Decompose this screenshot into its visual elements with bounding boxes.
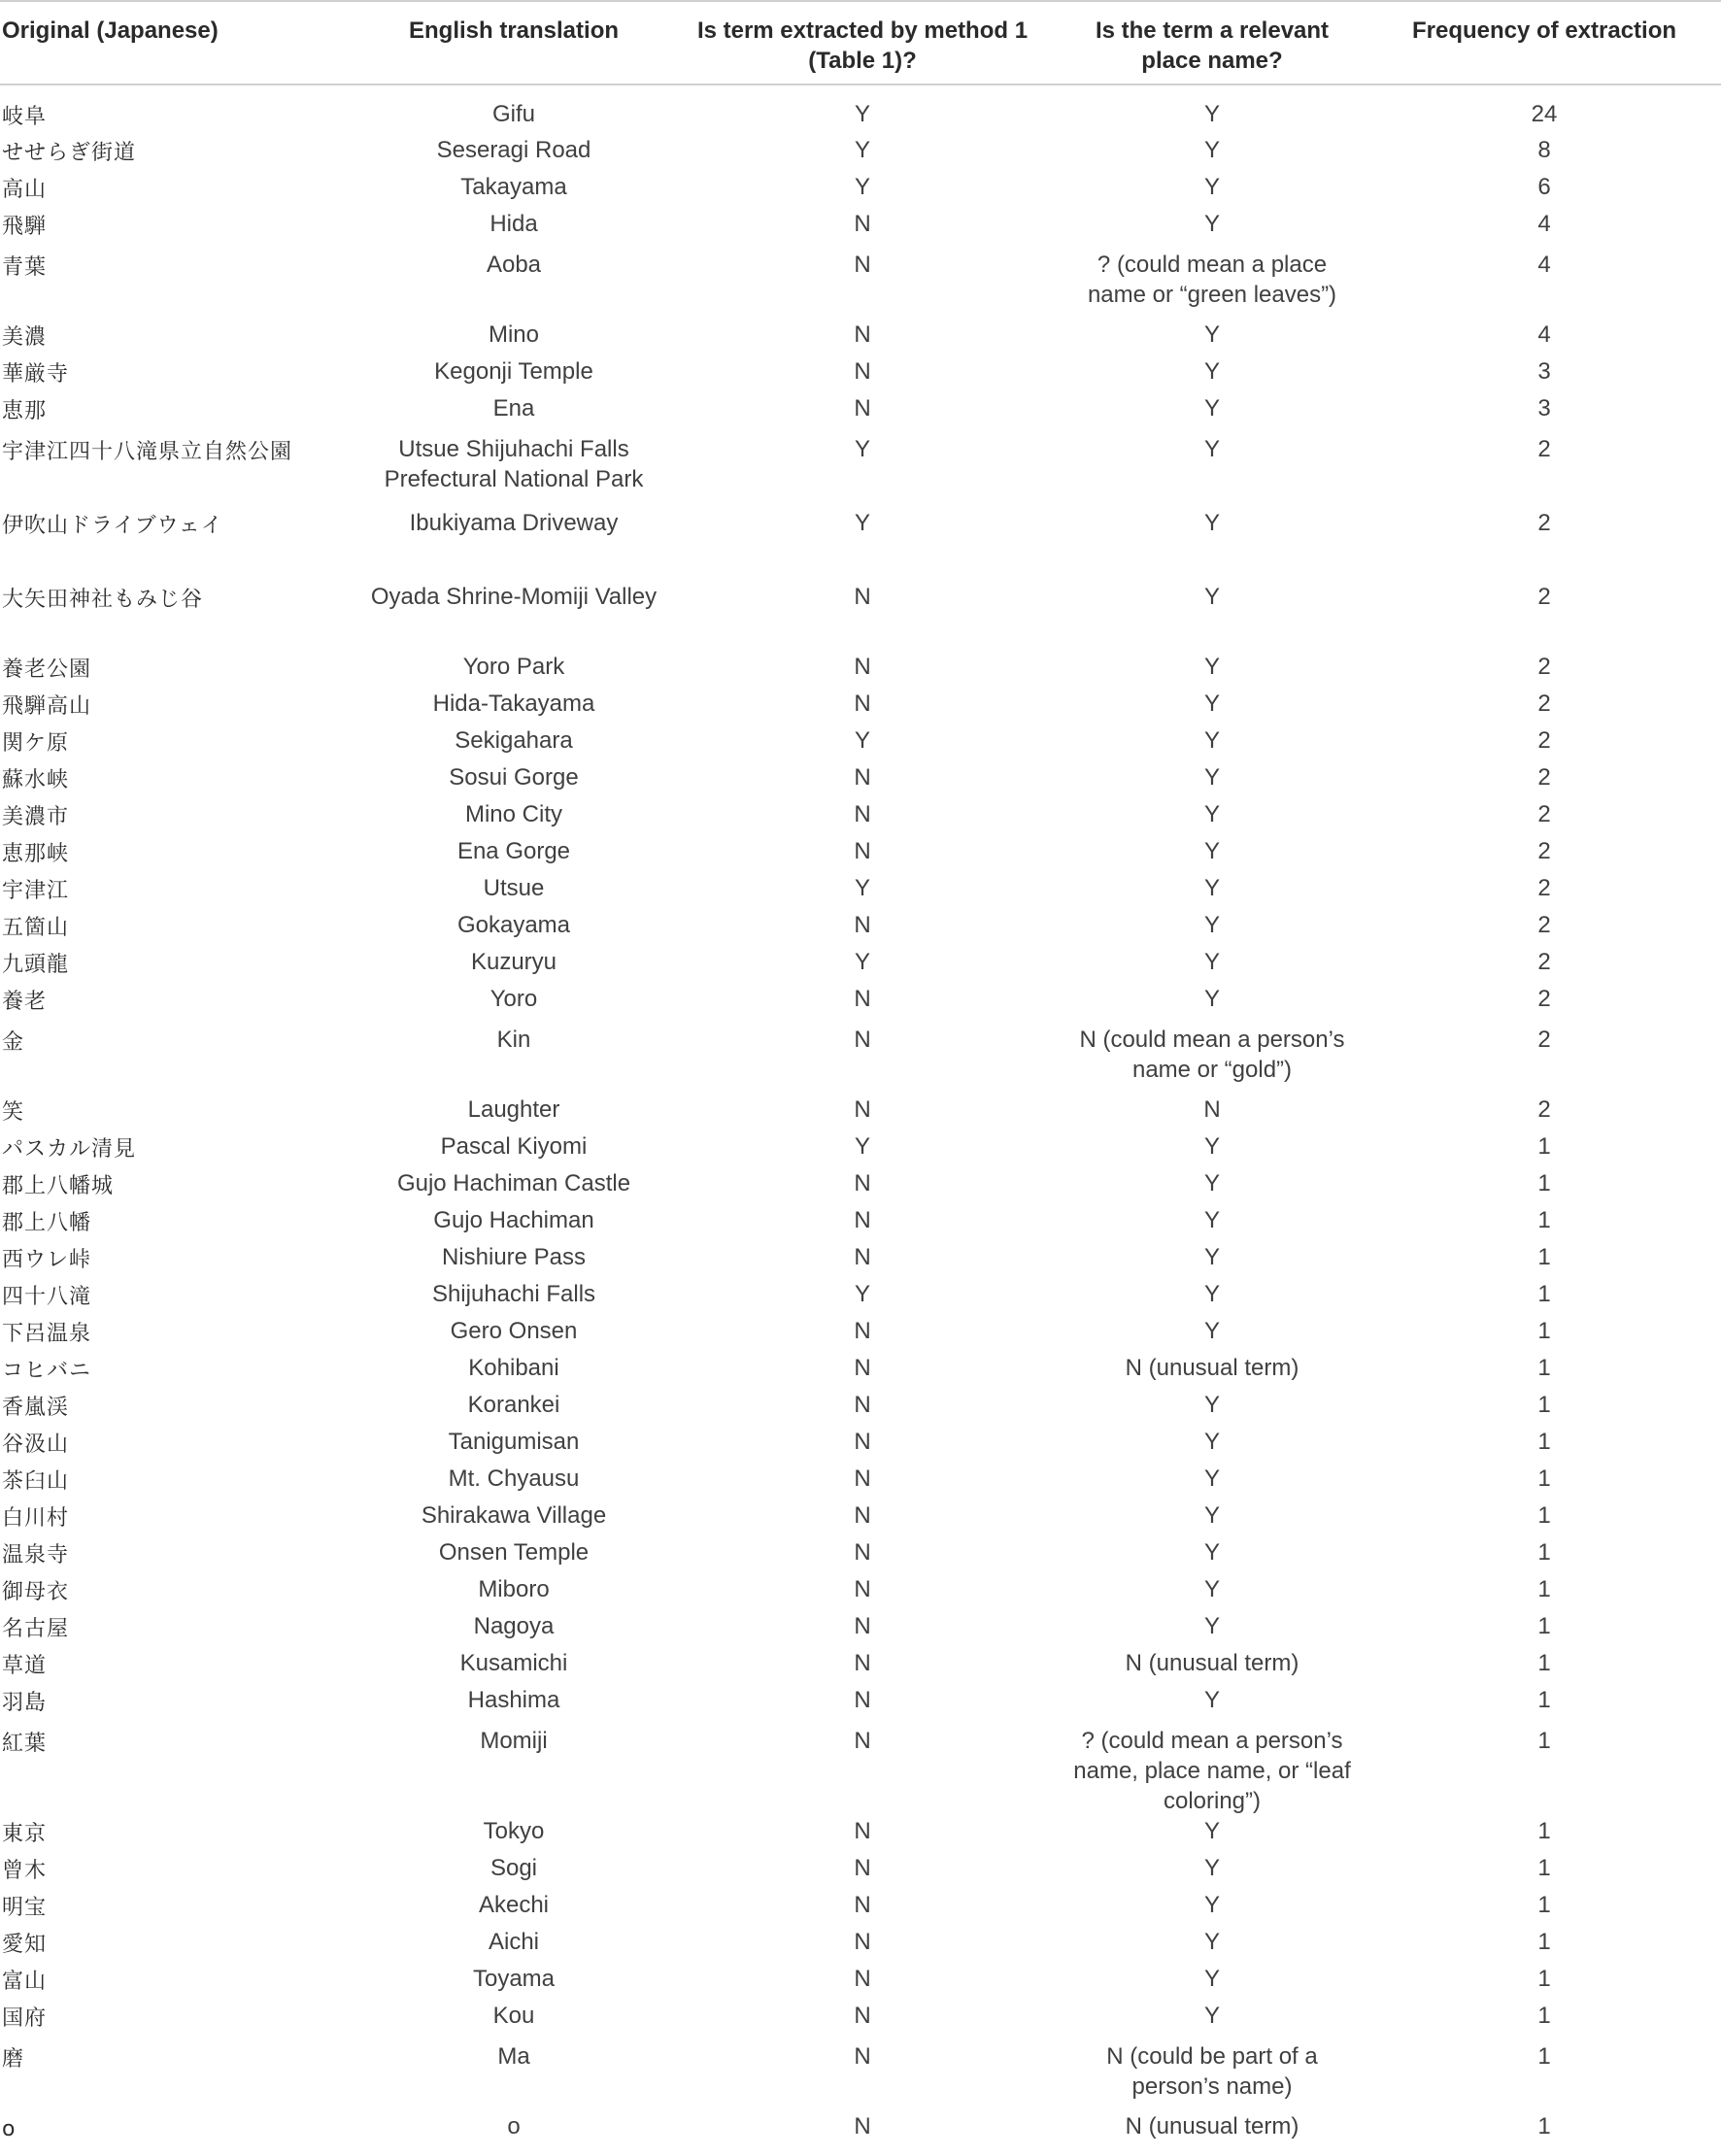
cell-extracted: N [854, 1855, 871, 1881]
header-original: Original (Japanese) [2, 17, 219, 44]
cell-relevant: Y [1203, 321, 1220, 348]
cell-english: Ibukiyama Driveway [409, 510, 619, 536]
cell-relevant: N (could be part of a person’s name) [1106, 2043, 1318, 2100]
header-extracted: Is term extracted by method 1 (Table 1)? [696, 17, 1029, 74]
cell-original: 磨 [2, 2047, 25, 2072]
cell-extracted: N [854, 1318, 871, 1344]
cell-english: Kuzuryu [470, 949, 557, 975]
cell-extracted: N [854, 1027, 871, 1053]
cell-extracted: Y [854, 510, 870, 536]
cell-english: Mino [488, 321, 540, 348]
cell-original: 明宝 [2, 1896, 48, 1920]
cell-english: Yoro [489, 986, 538, 1012]
cell-extracted: N [854, 1539, 871, 1566]
cell-english: Momiji [480, 1728, 548, 1754]
cell-frequency: 1 [1537, 1244, 1551, 1270]
cell-original: 東京 [2, 1822, 48, 1846]
cell-english: Kin [496, 1027, 531, 1053]
cell-english: Seseragi Road [436, 137, 591, 163]
cell-original: 岐阜 [2, 105, 48, 129]
cell-english: Gujo Hachiman [433, 1207, 594, 1233]
cell-english: Hashima [467, 1687, 560, 1713]
cell-original: 富山 [2, 1970, 48, 1994]
table-row [0, 172, 1721, 209]
cell-relevant: N (unusual term) [1125, 1355, 1299, 1381]
cell-frequency: 2 [1537, 875, 1551, 901]
cell-relevant: Y [1203, 1133, 1220, 1160]
cell-frequency: 4 [1537, 321, 1551, 348]
cell-frequency: 2 [1537, 510, 1551, 536]
table-row [0, 1537, 1721, 1574]
cell-relevant: Y [1203, 1207, 1220, 1233]
cell-frequency: 1 [1537, 1281, 1551, 1307]
cell-extracted: N [854, 1170, 871, 1196]
cell-extracted: N [854, 1650, 871, 1676]
table-row [0, 504, 1721, 578]
cell-relevant: Y [1203, 436, 1220, 462]
table-row [0, 393, 1721, 430]
cell-extracted: Y [854, 101, 870, 127]
cell-english: Miboro [478, 1576, 550, 1602]
cell-english: Gifu [491, 101, 535, 127]
cell-english: Ma [497, 2043, 530, 2070]
cell-relevant: Y [1203, 1318, 1220, 1344]
cell-frequency: 2 [1537, 436, 1551, 462]
cell-frequency: 1 [1537, 2113, 1551, 2139]
table-row [0, 1816, 1721, 1853]
cell-original: 四十八滝 [2, 1285, 92, 1309]
cell-frequency: 24 [1531, 101, 1558, 127]
cell-extracted: N [854, 1244, 871, 1270]
cell-relevant: ? (could mean a place name or “green leaves”) [1087, 252, 1337, 308]
table-row [0, 320, 1721, 356]
table-row [0, 947, 1721, 984]
table-row [0, 209, 1721, 246]
cell-extracted: N [854, 211, 871, 237]
cell-extracted: N [854, 252, 871, 278]
cell-english: o [507, 2113, 521, 2139]
table-row [0, 762, 1721, 799]
cell-frequency: 4 [1537, 211, 1551, 237]
cell-extracted: N [854, 691, 871, 717]
cell-original: 華厳寺 [2, 362, 70, 387]
cell-original: 関ケ原 [2, 731, 70, 756]
cell-english: Sosui Gorge [449, 764, 579, 791]
cell-relevant: Y [1203, 1429, 1220, 1455]
table-row [0, 1722, 1721, 1816]
cell-relevant: Y [1203, 838, 1220, 864]
cell-extracted: Y [854, 174, 870, 200]
cell-original: 美濃市 [2, 805, 70, 829]
cell-relevant: Y [1203, 101, 1220, 127]
cell-english: Oyada Shrine-Momiji Valley [370, 584, 658, 610]
table-row [0, 1890, 1721, 1927]
cell-extracted: N [854, 1207, 871, 1233]
cell-original: 谷汲山 [2, 1432, 70, 1457]
cell-relevant: Y [1203, 801, 1220, 827]
cell-frequency: 1 [1537, 1207, 1551, 1233]
cell-relevant: Y [1203, 764, 1220, 791]
cell-english: Utsue [483, 875, 545, 901]
cell-english: Gero Onsen [450, 1318, 578, 1344]
table-row [0, 2111, 1721, 2153]
cell-english: Ena [492, 395, 535, 421]
cell-original: 愛知 [2, 1933, 48, 1957]
table-row [0, 2001, 1721, 2038]
cell-original: 美濃 [2, 325, 48, 350]
cell-frequency: 2 [1537, 584, 1551, 610]
cell-extracted: Y [854, 875, 870, 901]
cell-frequency: 2 [1537, 691, 1551, 717]
cell-relevant: Y [1203, 1502, 1220, 1529]
cell-original: 香嵐渓 [2, 1396, 70, 1420]
table-row [0, 1611, 1721, 1648]
cell-frequency: 2 [1537, 764, 1551, 791]
cell-frequency: 1 [1537, 1818, 1551, 1844]
cell-frequency: 2 [1537, 1027, 1551, 1053]
table-body [0, 84, 1721, 2153]
table-row [0, 1316, 1721, 1353]
cell-frequency: 3 [1537, 358, 1551, 385]
cell-english: Onsen Temple [438, 1539, 590, 1566]
cell-english: Kou [492, 2003, 535, 2029]
cell-relevant: Y [1203, 1392, 1220, 1418]
cell-english: Gujo Hachiman Castle [396, 1170, 631, 1196]
header-relevant: Is the term a relevant place name? [1095, 17, 1330, 74]
cell-frequency: 2 [1537, 838, 1551, 864]
cell-original: o [2, 2117, 17, 2141]
cell-english: Gokayama [456, 912, 571, 938]
cell-extracted: N [854, 986, 871, 1012]
cell-extracted: Y [854, 1281, 870, 1307]
cell-frequency: 2 [1537, 949, 1551, 975]
cell-original: 飛騨 [2, 215, 48, 239]
cell-frequency: 1 [1537, 1355, 1551, 1381]
table-row [0, 246, 1721, 320]
cell-frequency: 2 [1537, 986, 1551, 1012]
cell-original: 飛騨高山 [2, 694, 92, 719]
cell-extracted: N [854, 1892, 871, 1918]
cell-english: Sogi [489, 1855, 538, 1881]
cell-relevant: Y [1203, 211, 1220, 237]
cell-english: Hida-Takayama [432, 691, 595, 717]
cell-original: 九頭龍 [2, 953, 70, 977]
cell-frequency: 8 [1537, 137, 1551, 163]
cell-frequency: 1 [1537, 1966, 1551, 1992]
cell-original: 恵那峡 [2, 842, 70, 866]
cell-english: Takayama [460, 174, 567, 200]
cell-english: Pascal Kiyomi [440, 1133, 588, 1160]
cell-relevant: Y [1203, 1281, 1220, 1307]
cell-original: 金 [2, 1030, 25, 1055]
cell-extracted: N [854, 1576, 871, 1602]
cell-extracted: Y [854, 436, 870, 462]
header-row [0, 1, 1721, 84]
cell-english: Laughter [467, 1096, 560, 1123]
cell-relevant: Y [1203, 1576, 1220, 1602]
cell-frequency: 1 [1537, 1892, 1551, 1918]
cell-relevant: Y [1203, 691, 1220, 717]
cell-extracted: N [854, 584, 871, 610]
table-row [0, 1168, 1721, 1205]
cell-frequency: 1 [1537, 2003, 1551, 2029]
table-row [0, 725, 1721, 762]
cell-english: Yoro Park [462, 654, 565, 680]
cell-english: Mino City [464, 801, 563, 827]
cell-original: 国府 [2, 2006, 48, 2031]
cell-extracted: N [854, 2113, 871, 2139]
cell-original: 大矢田神社もみじ谷 [2, 588, 204, 612]
cell-frequency: 1 [1537, 1392, 1551, 1418]
table-row [0, 873, 1721, 910]
cell-extracted: N [854, 1818, 871, 1844]
cell-original: 郡上八幡 [2, 1211, 92, 1235]
cell-original: 曾木 [2, 1859, 48, 1883]
cell-relevant: Y [1203, 1170, 1220, 1196]
cell-original: 恵那 [2, 399, 48, 423]
cell-frequency: 1 [1537, 1133, 1551, 1160]
cell-frequency: 1 [1537, 1855, 1551, 1881]
cell-english: Nishiure Pass [441, 1244, 587, 1270]
cell-extracted: Y [854, 949, 870, 975]
cell-relevant: N (unusual term) [1125, 2113, 1299, 2139]
cell-relevant: Y [1203, 654, 1220, 680]
cell-english: Aoba [486, 252, 542, 278]
cell-extracted: N [854, 1728, 871, 1754]
cell-relevant: N [1203, 1096, 1221, 1123]
table-row [0, 799, 1721, 836]
cell-extracted: N [854, 1687, 871, 1713]
header-english: English translation [408, 17, 620, 44]
cell-relevant: Y [1203, 1892, 1220, 1918]
cell-original: 宇津江四十八滝県立自然公園 [2, 440, 293, 464]
cell-relevant: Y [1203, 1818, 1220, 1844]
cell-frequency: 1 [1537, 1576, 1551, 1602]
table-row [0, 84, 1721, 135]
cell-english: Kegonji Temple [434, 358, 593, 385]
cell-extracted: N [854, 2043, 871, 2070]
cell-extracted: N [854, 1502, 871, 1529]
cell-frequency: 1 [1537, 1170, 1551, 1196]
table-row [0, 1574, 1721, 1611]
table-row [0, 1648, 1721, 1685]
cell-relevant: Y [1203, 1855, 1220, 1881]
cell-relevant: Y [1203, 1966, 1220, 1992]
table-header [0, 1, 1721, 84]
cell-frequency: 2 [1537, 801, 1551, 827]
table-row [0, 1853, 1721, 1890]
cell-extracted: N [854, 358, 871, 385]
table-row [0, 1390, 1721, 1427]
table-row [0, 578, 1721, 652]
cell-extracted: N [854, 321, 871, 348]
table-row [0, 1131, 1721, 1168]
cell-relevant: ? (could mean a person’s name, place name, or “leaf coloring”) [1073, 1728, 1351, 1814]
table-row [0, 689, 1721, 725]
table-row [0, 1095, 1721, 1131]
cell-extracted: N [854, 801, 871, 827]
cell-original: 養老公園 [2, 657, 92, 682]
cell-english: Nagoya [473, 1613, 555, 1639]
cell-english: Utsue Shijuhachi Falls Prefectural National Park [384, 436, 644, 492]
cell-frequency: 1 [1537, 1650, 1551, 1676]
cell-original: 高山 [2, 178, 48, 202]
cell-frequency: 1 [1537, 1728, 1551, 1754]
cell-extracted: N [854, 1929, 871, 1955]
cell-frequency: 1 [1537, 2043, 1551, 2070]
cell-english: Kohibani [468, 1355, 559, 1381]
cell-relevant: Y [1203, 986, 1220, 1012]
cell-extracted: N [854, 912, 871, 938]
cell-frequency: 1 [1537, 1539, 1551, 1566]
table-row [0, 1021, 1721, 1095]
cell-relevant: Y [1203, 1539, 1220, 1566]
cell-original: 温泉寺 [2, 1543, 70, 1567]
header-frequency: Frequency of extraction [1411, 17, 1677, 44]
cell-relevant: N (unusual term) [1125, 1650, 1299, 1676]
table-row [0, 1279, 1721, 1316]
cell-english: Korankei [467, 1392, 560, 1418]
cell-english: Toyama [472, 1966, 556, 1992]
cell-extracted: N [854, 838, 871, 864]
cell-relevant: Y [1203, 174, 1220, 200]
cell-relevant: Y [1203, 1929, 1220, 1955]
cell-original: コヒバニ [2, 1359, 92, 1383]
cell-original: 下呂温泉 [2, 1322, 92, 1346]
cell-extracted: Y [854, 1133, 870, 1160]
cell-extracted: N [854, 1392, 871, 1418]
cell-relevant: Y [1203, 584, 1220, 610]
cell-original: 羽島 [2, 1691, 48, 1715]
cell-relevant: Y [1203, 358, 1220, 385]
cell-relevant: Y [1203, 1244, 1220, 1270]
cell-english: Shijuhachi Falls [431, 1281, 596, 1307]
cell-relevant: Y [1203, 2003, 1220, 2029]
cell-frequency: 1 [1537, 1502, 1551, 1529]
table-row [0, 910, 1721, 947]
cell-extracted: N [854, 1465, 871, 1492]
cell-relevant: N (could mean a person’s name or “gold”) [1079, 1027, 1345, 1083]
cell-frequency: 2 [1537, 654, 1551, 680]
cell-extracted: N [854, 654, 871, 680]
cell-relevant: Y [1203, 1465, 1220, 1492]
cell-original: 郡上八幡城 [2, 1174, 115, 1198]
table-row [0, 1353, 1721, 1390]
cell-extracted: N [854, 1096, 871, 1123]
cell-original: 草道 [2, 1654, 48, 1678]
cell-extracted: N [854, 764, 871, 791]
cell-english: Tokyo [483, 1818, 545, 1844]
cell-relevant: Y [1203, 875, 1220, 901]
cell-english: Sekigahara [455, 727, 573, 754]
cell-english: Mt. Chyausu [448, 1465, 580, 1492]
table-row [0, 1500, 1721, 1537]
cell-original: 御母衣 [2, 1580, 70, 1604]
cell-original: 青葉 [2, 255, 48, 280]
cell-english: Tanigumisan [448, 1429, 580, 1455]
cell-extracted: Y [854, 137, 870, 163]
table-row [0, 2038, 1721, 2111]
cell-english: Aichi [488, 1929, 540, 1955]
cell-original: せせらぎ街道 [2, 141, 137, 165]
cell-english: Hida [489, 211, 538, 237]
cell-frequency: 1 [1537, 1318, 1551, 1344]
cell-original: 蘇水峡 [2, 768, 70, 792]
cell-original: 伊吹山ドライブウェイ [2, 514, 223, 538]
cell-extracted: N [854, 1613, 871, 1639]
cell-english: Shirakawa Village [421, 1502, 607, 1529]
cell-relevant: Y [1203, 395, 1220, 421]
cell-frequency: 4 [1537, 252, 1551, 278]
cell-extracted: N [854, 1429, 871, 1455]
cell-frequency: 1 [1537, 1929, 1551, 1955]
table-row [0, 652, 1721, 689]
cell-english: Akechi [478, 1892, 550, 1918]
cell-frequency: 2 [1537, 727, 1551, 754]
cell-original: パスカル清見 [2, 1137, 137, 1162]
cell-frequency: 1 [1537, 1429, 1551, 1455]
cell-english: Kusamichi [459, 1650, 568, 1676]
cell-original: 西ウレ峠 [2, 1248, 92, 1272]
cell-frequency: 6 [1537, 174, 1551, 200]
table-row [0, 1205, 1721, 1242]
cell-extracted: N [854, 1355, 871, 1381]
table-row [0, 1242, 1721, 1279]
cell-frequency: 2 [1537, 912, 1551, 938]
table-row [0, 1927, 1721, 1964]
cell-original: 名古屋 [2, 1617, 70, 1641]
table-row [0, 1685, 1721, 1722]
cell-original: 紅葉 [2, 1732, 48, 1756]
cell-frequency: 3 [1537, 395, 1551, 421]
cell-relevant: Y [1203, 1687, 1220, 1713]
cell-relevant: Y [1203, 1613, 1220, 1639]
table-row [0, 984, 1721, 1021]
cell-relevant: Y [1203, 912, 1220, 938]
cell-frequency: 1 [1537, 1465, 1551, 1492]
cell-relevant: Y [1203, 510, 1220, 536]
table-row [0, 836, 1721, 873]
cell-english: Ena Gorge [456, 838, 571, 864]
table-row [0, 1427, 1721, 1464]
cell-original: 宇津江 [2, 879, 70, 903]
cell-original: 茶臼山 [2, 1469, 70, 1494]
cell-original: 笑 [2, 1100, 25, 1125]
cell-relevant: Y [1203, 949, 1220, 975]
table-row [0, 1964, 1721, 2001]
cell-extracted: Y [854, 727, 870, 754]
cell-original: 五箇山 [2, 916, 70, 940]
cell-frequency: 2 [1537, 1096, 1551, 1123]
table-row [0, 356, 1721, 393]
cell-original: 養老 [2, 990, 48, 1014]
cell-frequency: 1 [1537, 1613, 1551, 1639]
table-row [0, 430, 1721, 504]
table-row [0, 1464, 1721, 1500]
table-row [0, 135, 1721, 172]
cell-extracted: N [854, 1966, 871, 1992]
cell-relevant: Y [1203, 137, 1220, 163]
cell-relevant: Y [1203, 727, 1220, 754]
cell-frequency: 1 [1537, 1687, 1551, 1713]
cell-extracted: N [854, 395, 871, 421]
cell-extracted: N [854, 2003, 871, 2029]
cell-original: 白川村 [2, 1506, 70, 1531]
